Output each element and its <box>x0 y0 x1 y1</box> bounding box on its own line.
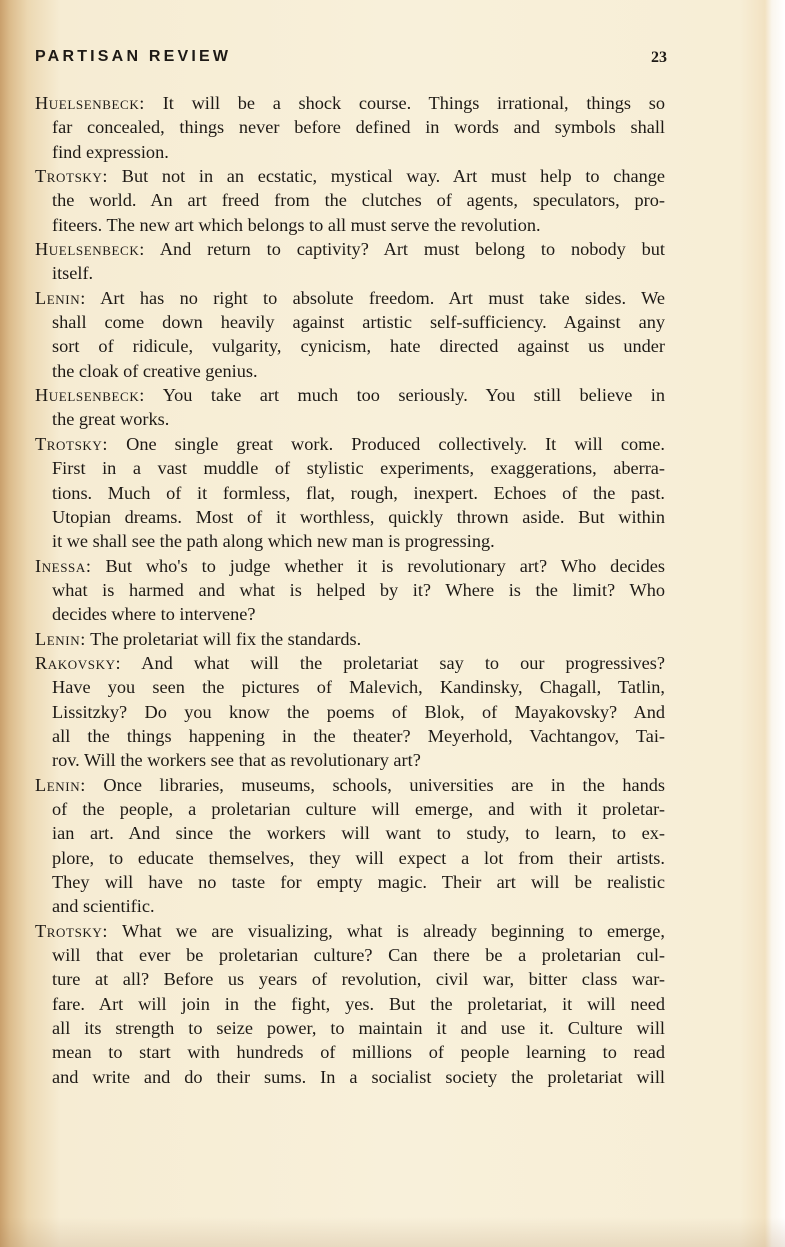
line-text: fiteers. The new art which belongs to all must serve the revolution. <box>52 214 541 235</box>
text-line <box>52 675 665 699</box>
line-text: plore, to educate themselves, they will expect a lot from their artists. <box>52 847 665 868</box>
dialogue-paragraph <box>35 651 665 773</box>
text-line <box>52 821 665 845</box>
text-line <box>35 383 665 407</box>
dialogue-paragraph <box>35 627 665 651</box>
line-text: tions. Much of it formless, flat, rough, inexpert. Echoes of the past. <box>52 482 665 503</box>
text-line <box>35 164 665 188</box>
dialogue-paragraph <box>35 286 665 383</box>
speaker-name: Lenin: <box>35 774 86 795</box>
speaker-name: Trotsky: <box>35 166 109 187</box>
speaker-name: Trotsky: <box>35 433 109 454</box>
line-text: all the things happening in the theater? Meyerhold, Vachtangov, Tai- <box>52 725 665 746</box>
speaker-name: Rakovsky: <box>35 652 122 673</box>
text-line <box>52 310 665 334</box>
line-text: it we shall see the path along which new man is progressing. <box>52 531 495 552</box>
page-header <box>35 48 667 72</box>
line-text: sort of ridicule, vulgarity, cynicism, hate directed against us under <box>52 336 665 357</box>
line-text: decides where to intervene? <box>52 604 256 625</box>
dialogue-paragraph <box>35 164 665 237</box>
page-body <box>35 91 665 1089</box>
text-line <box>52 213 665 237</box>
running-head: PARTISAN REVIEW <box>35 48 232 65</box>
line-text: Have you seen the pictures of Malevich, Kandinsky, Chagall, Tatlin, <box>52 677 665 698</box>
line-text: fare. Art will join in the fight, yes. But the proletariat, it will need <box>52 993 665 1014</box>
text-line <box>52 481 665 505</box>
speaker-name: Lenin: <box>35 287 86 308</box>
line-text: They will have no taste for empty magic. Their art will be realistic <box>52 872 665 892</box>
text-line <box>52 894 665 918</box>
line-text: will that ever be proletarian culture? Can there be a proletarian cul- <box>52 945 665 966</box>
text-line <box>35 651 665 675</box>
speaker-name: Huelsenbeck: <box>35 385 145 406</box>
line-text: itself. <box>52 263 94 284</box>
line-text: One single great work. Produced collectively. It will come. <box>126 433 665 454</box>
text-line <box>52 407 665 431</box>
line-text: and scientific. <box>52 896 155 917</box>
line-text: ian art. And since the workers will want to study, to learn, to ex- <box>52 823 665 844</box>
line-text: It will be a shock course. Things irrational, things so <box>162 93 665 113</box>
line-text: the world. An art freed from the clutches of agents, speculators, pro- <box>52 190 665 211</box>
line-text: Once libraries, museums, schools, universities are in the hands <box>103 774 665 795</box>
line-text: far concealed, things never before defined in words and symbols shall <box>52 117 665 138</box>
line-text: Utopian dreams. Most of it worthless, quickly thrown aside. But within <box>52 506 665 527</box>
text-line <box>52 992 665 1016</box>
text-line <box>35 919 665 943</box>
text-line <box>52 1065 665 1089</box>
text-line <box>52 529 665 553</box>
speaker-name: Inessa: <box>35 555 92 576</box>
line-text: the cloak of creative genius. <box>52 360 258 381</box>
text-line <box>35 91 665 115</box>
text-line <box>52 748 665 772</box>
dialogue-paragraph <box>35 383 665 432</box>
text-line <box>52 456 665 480</box>
text-line <box>35 554 665 578</box>
dialogue-paragraph <box>35 432 665 554</box>
line-text: shall come down heavily against artistic self-sufficiency. Against any <box>52 312 665 333</box>
dialogue-paragraph <box>35 773 665 919</box>
line-text: mean to start with hundreds of millions of people learning to read <box>52 1042 665 1063</box>
text-line <box>52 261 665 285</box>
text-line <box>52 505 665 529</box>
line-text: all its strength to seize power, to maintain it and use it. Culture will <box>52 1018 665 1039</box>
text-line <box>52 1016 665 1040</box>
text-line <box>52 1040 665 1064</box>
text-line <box>52 700 665 724</box>
line-text: what is harmed and what is helped by it? Where is the limit? Who <box>52 579 665 600</box>
text-line <box>52 797 665 821</box>
text-line <box>52 602 665 626</box>
line-text: find expression. <box>52 141 169 162</box>
text-line <box>52 870 665 894</box>
line-text: And return to captivity? Art must belong to nobody but <box>159 239 665 260</box>
dialogue-paragraph <box>35 554 665 627</box>
text-line <box>52 140 665 164</box>
speaker-name: Huelsenbeck: <box>35 93 145 113</box>
text-line <box>52 846 665 870</box>
line-text: First in a vast muddle of stylistic experiments, exaggerations, aberra- <box>52 458 665 479</box>
dialogue-paragraph <box>35 237 665 286</box>
text-line <box>52 578 665 602</box>
page-number: 23 <box>651 49 667 66</box>
text-line <box>52 188 665 212</box>
line-text: ture at all? Before us years of revolution, civil war, bitter class war- <box>52 969 665 990</box>
line-text: What we are visualizing, what is already beginning to emerge, <box>121 920 665 941</box>
text-line <box>52 724 665 748</box>
line-text: of the people, a proletarian culture will emerge, and with it proletar- <box>52 798 665 819</box>
dialogue-paragraph <box>35 91 665 164</box>
text-line <box>52 967 665 991</box>
text-line <box>52 334 665 358</box>
dialogue-paragraph <box>35 919 665 1089</box>
text-line <box>52 115 665 139</box>
text-line <box>35 627 665 651</box>
line-text: The proletariat will fix the standards. <box>90 628 362 649</box>
text-line <box>52 359 665 383</box>
text-line <box>52 943 665 967</box>
speaker-name: Trotsky: <box>35 920 109 941</box>
line-text: And what will the proletariat say to our progressives? <box>141 652 666 673</box>
text-line <box>35 432 665 456</box>
line-text: But who's to judge whether it is revolutionary art? Who decides <box>105 555 665 576</box>
page-edge-shadow <box>0 1217 785 1247</box>
line-text: Lissitzky? Do you know the poems of Blok, of Mayakovsky? And <box>52 701 665 722</box>
line-text: the great works. <box>52 409 170 430</box>
line-text: and write and do their sums. In a socialist society the proletariat will <box>52 1066 665 1087</box>
text-line <box>35 286 665 310</box>
speaker-name: Lenin: <box>35 628 86 649</box>
text-line <box>35 773 665 797</box>
line-text: But not in an ecstatic, mystical way. Art must help to change <box>121 166 665 187</box>
line-text: You take art much too seriously. You still believe in <box>162 385 665 406</box>
text-line <box>35 237 665 261</box>
speaker-name: Huelsenbeck: <box>35 239 145 260</box>
line-text: Art has no right to absolute freedom. Art must take sides. We <box>100 287 665 308</box>
line-text: rov. Will the workers see that as revolutionary art? <box>52 750 421 771</box>
